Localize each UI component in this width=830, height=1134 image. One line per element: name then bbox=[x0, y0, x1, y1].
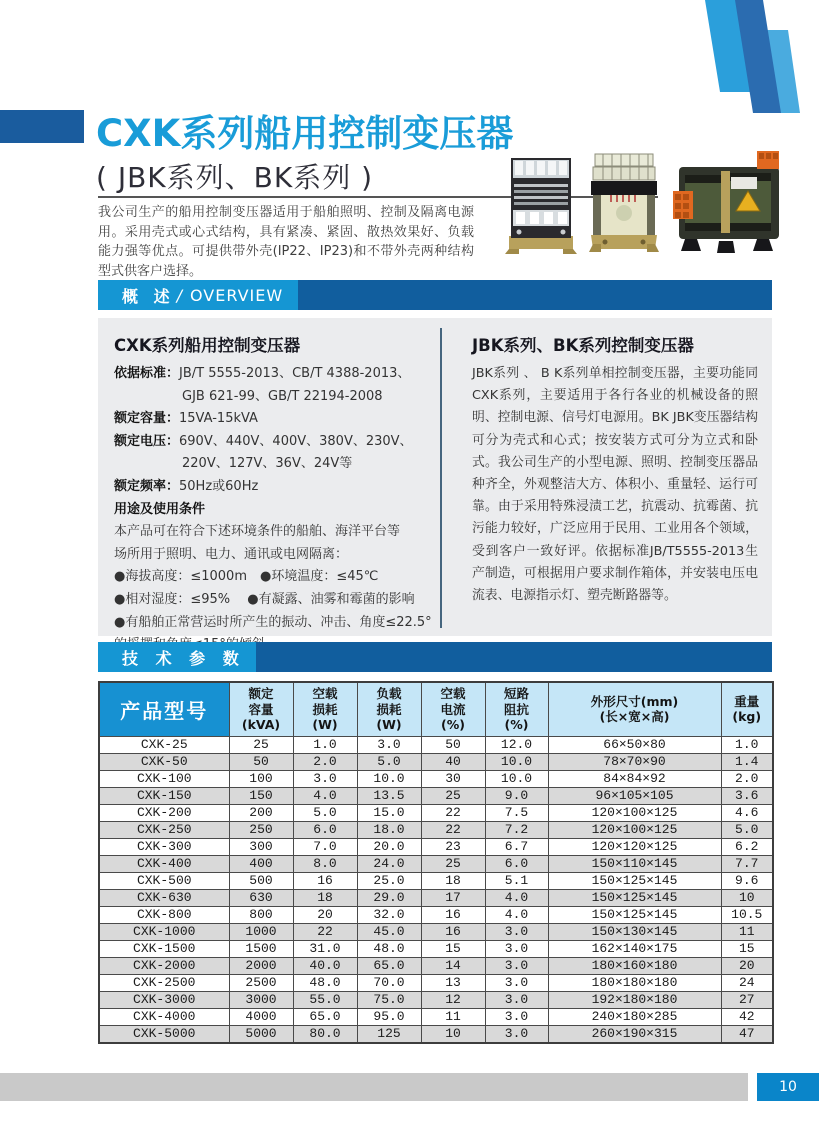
table-cell: 4000 bbox=[229, 1008, 293, 1025]
table-cell: 7.5 bbox=[485, 804, 548, 821]
table-row bbox=[99, 906, 773, 923]
overview-right-column bbox=[472, 330, 758, 607]
spec-line-text: 本产品可在符合下述环境条件的船舶、海洋平台等 bbox=[114, 524, 401, 540]
product-photos bbox=[505, 144, 795, 254]
table-cell: 66×50×80 bbox=[548, 736, 721, 753]
overview-left-spec-lines bbox=[114, 363, 440, 657]
table-cell: CXK-150 bbox=[99, 787, 229, 804]
table-cell: 13 bbox=[421, 974, 485, 991]
table-cell: 10 bbox=[721, 889, 773, 906]
table-cell: 200 bbox=[229, 804, 293, 821]
table-cell: 4.6 bbox=[721, 804, 773, 821]
table-row bbox=[99, 1025, 773, 1043]
table-cell: 75.0 bbox=[357, 991, 421, 1008]
table-cell: 65.0 bbox=[293, 1008, 357, 1025]
tech-bar-label: 技 术 参 数 bbox=[98, 642, 256, 672]
corner-slash-decoration-icon bbox=[640, 0, 810, 120]
table-row bbox=[99, 974, 773, 991]
table-header-cell: 外形尺寸(mm) (长×宽×高) bbox=[548, 682, 721, 736]
table-cell: 3.0 bbox=[357, 736, 421, 753]
table-cell: 10 bbox=[421, 1025, 485, 1043]
spec-table bbox=[98, 681, 774, 1044]
table-cell: 125 bbox=[357, 1025, 421, 1043]
table-cell: 9.6 bbox=[721, 872, 773, 889]
spec-line-text: ●有船舶正常营运时所产生的振动、冲击、角度≤22.5° bbox=[114, 614, 432, 630]
table-cell: 3.0 bbox=[485, 991, 548, 1008]
spec-line-label: 额定电压： bbox=[114, 433, 180, 449]
table-cell: 10.5 bbox=[721, 906, 773, 923]
table-header-cell: 重量 (kg) bbox=[721, 682, 773, 736]
spec-line-text: ●海拔高度：≤1000m ●环境温度：≤45℃ bbox=[114, 569, 379, 585]
table-cell: CXK-630 bbox=[99, 889, 229, 906]
table-cell: 5.0 bbox=[357, 753, 421, 770]
table-cell: 500 bbox=[229, 872, 293, 889]
table-cell: 1.0 bbox=[293, 736, 357, 753]
table-cell: 11 bbox=[421, 1008, 485, 1025]
table-row bbox=[99, 838, 773, 855]
spec-line bbox=[114, 431, 440, 454]
column-divider bbox=[440, 328, 442, 628]
overview-right-paragraph: JBK系列 、 B K系列单相控制变压器，主要功能同CXK系列，主要适用于各行各业的机械设备的照明、控制电源、信号灯电源用。BK JBK变压器结构可分为壳式和心式；按安装方式可分为立式和卧式。我公司生产的小型电源、照明、控制变压器品种齐全，外观整洁大方、体积小、重量轻、运行可靠。由于采用特殊浸渍工艺，抗震动、抗霉菌、抗污能力较好，广泛应用于民用、工业用各个领域，受到客户一致好评。依据标准JB/T5555-2013生产制造，可根据用户要求制作箱体，并安装电压电流表、电源指示灯、塑壳断路器等。 bbox=[472, 366, 758, 604]
table-header-row bbox=[99, 682, 773, 736]
spec-line-text: 50Hz或60Hz bbox=[179, 478, 259, 494]
table-cell: 16 bbox=[293, 872, 357, 889]
spec-line-text: GJB 621-99、GB/T 22194-2008 bbox=[182, 388, 383, 404]
table-header-cell: 负载 损耗 (W) bbox=[357, 682, 421, 736]
table-cell: 40.0 bbox=[293, 957, 357, 974]
table-header-cell: 额定 容量 (kVA) bbox=[229, 682, 293, 736]
table-cell: CXK-1000 bbox=[99, 923, 229, 940]
table-cell: CXK-1500 bbox=[99, 940, 229, 957]
spec-line bbox=[114, 521, 440, 544]
table-cell: 5.1 bbox=[485, 872, 548, 889]
table-cell: 300 bbox=[229, 838, 293, 855]
table-cell: 4.0 bbox=[293, 787, 357, 804]
table-cell: 24.0 bbox=[357, 855, 421, 872]
table-cell: CXK-250 bbox=[99, 821, 229, 838]
table-cell: 30 bbox=[421, 770, 485, 787]
spec-line-text: JB/T 5555-2013、CB/T 4388-2013、 bbox=[179, 366, 411, 381]
transformer-photo-2 bbox=[589, 150, 659, 254]
table-cell: 5000 bbox=[229, 1025, 293, 1043]
section-bar-overview bbox=[98, 280, 772, 310]
table-cell: 48.0 bbox=[293, 974, 357, 991]
table-cell: 800 bbox=[229, 906, 293, 923]
table-cell: CXK-50 bbox=[99, 753, 229, 770]
table-cell: 3.0 bbox=[485, 974, 548, 991]
table-cell: 150×130×145 bbox=[548, 923, 721, 940]
table-cell: CXK-800 bbox=[99, 906, 229, 923]
table-cell: 50 bbox=[421, 736, 485, 753]
table-cell: 16 bbox=[421, 923, 485, 940]
table-cell: 6.0 bbox=[485, 855, 548, 872]
spec-line bbox=[114, 408, 440, 431]
table-cell: 13.5 bbox=[357, 787, 421, 804]
table-cell: 25.0 bbox=[357, 872, 421, 889]
table-cell: 11 bbox=[721, 923, 773, 940]
table-cell: 120×100×125 bbox=[548, 821, 721, 838]
table-cell: 180×160×180 bbox=[548, 957, 721, 974]
table-cell: 25 bbox=[421, 787, 485, 804]
table-cell: 2.0 bbox=[721, 770, 773, 787]
table-cell: 22 bbox=[293, 923, 357, 940]
spec-line bbox=[114, 363, 440, 386]
table-row bbox=[99, 889, 773, 906]
table-cell: 27 bbox=[721, 991, 773, 1008]
spec-line-text: 220V、127V、36V、24V等 bbox=[182, 456, 353, 472]
table-cell: 1.4 bbox=[721, 753, 773, 770]
table-cell: 4.0 bbox=[485, 889, 548, 906]
table-cell: 25 bbox=[229, 736, 293, 753]
table-cell: CXK-200 bbox=[99, 804, 229, 821]
table-cell: 7.7 bbox=[721, 855, 773, 872]
table-header-model: 产品型号 bbox=[99, 682, 229, 736]
table-row bbox=[99, 1008, 773, 1025]
table-cell: 9.0 bbox=[485, 787, 548, 804]
spec-line bbox=[114, 612, 440, 635]
table-cell: 3.0 bbox=[485, 1025, 548, 1043]
table-row bbox=[99, 804, 773, 821]
table-cell: 25 bbox=[421, 855, 485, 872]
table-cell: 150×125×145 bbox=[548, 872, 721, 889]
overview-bar-label bbox=[98, 280, 298, 310]
table-cell: 7.0 bbox=[293, 838, 357, 855]
intro-paragraph: 我公司生产的船用控制变压器适用于船舶照明、控制及隔离电源用。采用壳式或心式结构，具有紧凑、紧固、散热效果好、负载能力强等优点。可提供带外壳(IP22、IP23)和不带外壳两种结构型式供客户选择。 bbox=[98, 205, 474, 279]
table-cell: 40 bbox=[421, 753, 485, 770]
table-cell: 45.0 bbox=[357, 923, 421, 940]
table-cell: 1000 bbox=[229, 923, 293, 940]
spec-line-text: 690V、440V、400V、380V、230V、 bbox=[179, 433, 413, 449]
table-cell: 400 bbox=[229, 855, 293, 872]
table-header-cell: 短路 阻抗 (%) bbox=[485, 682, 548, 736]
table-cell: 3000 bbox=[229, 991, 293, 1008]
table-cell: 2000 bbox=[229, 957, 293, 974]
table-cell: 3.6 bbox=[721, 787, 773, 804]
table-cell: 6.0 bbox=[293, 821, 357, 838]
spec-line bbox=[114, 476, 440, 499]
spec-line bbox=[114, 453, 440, 476]
table-cell: 10.0 bbox=[357, 770, 421, 787]
table-cell: 15 bbox=[721, 940, 773, 957]
spec-line bbox=[114, 386, 440, 409]
table-cell: 18 bbox=[293, 889, 357, 906]
table-cell: 120×100×125 bbox=[548, 804, 721, 821]
table-cell: 260×190×315 bbox=[548, 1025, 721, 1043]
table-cell: 3.0 bbox=[485, 1008, 548, 1025]
spec-line-text: 15VA-15kVA bbox=[179, 411, 258, 427]
table-header-cell: 空载 电流 (%) bbox=[421, 682, 485, 736]
table-cell: CXK-3000 bbox=[99, 991, 229, 1008]
table-cell: 2500 bbox=[229, 974, 293, 991]
table-cell: 192×180×180 bbox=[548, 991, 721, 1008]
table-cell: 10.0 bbox=[485, 753, 548, 770]
table-cell: 18 bbox=[421, 872, 485, 889]
table-cell: CXK-300 bbox=[99, 838, 229, 855]
table-cell: 150 bbox=[229, 787, 293, 804]
spec-line bbox=[114, 544, 440, 567]
spec-line-label: 用途及使用条件 bbox=[114, 501, 206, 517]
table-cell: CXK-5000 bbox=[99, 1025, 229, 1043]
footer-bar bbox=[0, 1073, 748, 1101]
table-cell: 22 bbox=[421, 804, 485, 821]
table-cell: 120×120×125 bbox=[548, 838, 721, 855]
table-cell: 1500 bbox=[229, 940, 293, 957]
table-cell: 3.0 bbox=[485, 923, 548, 940]
table-row bbox=[99, 940, 773, 957]
table-cell: CXK-2500 bbox=[99, 974, 229, 991]
transformer-photo-1 bbox=[505, 150, 577, 254]
spec-line-label: 额定容量： bbox=[114, 411, 180, 427]
table-cell: 47 bbox=[721, 1025, 773, 1043]
table-cell: CXK-500 bbox=[99, 872, 229, 889]
overview-label-slash: / bbox=[176, 285, 182, 305]
table-cell: 84×84×92 bbox=[548, 770, 721, 787]
table-cell: 100 bbox=[229, 770, 293, 787]
table-cell: 6.2 bbox=[721, 838, 773, 855]
table-cell: 20.0 bbox=[357, 838, 421, 855]
table-cell: 15.0 bbox=[357, 804, 421, 821]
table-cell: 150×125×145 bbox=[548, 889, 721, 906]
table-row bbox=[99, 753, 773, 770]
table-cell: 78×70×90 bbox=[548, 753, 721, 770]
table-cell: 6.7 bbox=[485, 838, 548, 855]
table-cell: CXK-400 bbox=[99, 855, 229, 872]
table-cell: 3.0 bbox=[485, 957, 548, 974]
table-cell: 5.0 bbox=[293, 804, 357, 821]
table-cell: CXK-25 bbox=[99, 736, 229, 753]
table-row bbox=[99, 923, 773, 940]
table-cell: 17 bbox=[421, 889, 485, 906]
table-row bbox=[99, 736, 773, 753]
table-cell: 20 bbox=[721, 957, 773, 974]
table-cell: 65.0 bbox=[357, 957, 421, 974]
table-cell: 95.0 bbox=[357, 1008, 421, 1025]
table-cell: 250 bbox=[229, 821, 293, 838]
table-cell: 12.0 bbox=[485, 736, 548, 753]
table-row bbox=[99, 991, 773, 1008]
overview-label-zh: 概 述 bbox=[122, 286, 175, 306]
table-cell: 2.0 bbox=[293, 753, 357, 770]
transformer-photo-3 bbox=[671, 147, 786, 254]
spec-line-text: ●相对湿度：≤95% ●有凝露、油雾和霉菌的影响 bbox=[114, 591, 415, 607]
overview-right-heading: JBK系列、BK系列控制变压器 bbox=[472, 336, 694, 355]
overview-panel bbox=[98, 318, 772, 636]
table-cell: 15 bbox=[421, 940, 485, 957]
table-cell: 10.0 bbox=[485, 770, 548, 787]
table-row bbox=[99, 855, 773, 872]
spec-line-label: 依据标准： bbox=[114, 366, 180, 381]
table-cell: 5.0 bbox=[721, 821, 773, 838]
table-cell: 4.0 bbox=[485, 906, 548, 923]
page-subtitle: ( JBK系列、BK系列 ) bbox=[96, 161, 374, 194]
table-cell: 7.2 bbox=[485, 821, 548, 838]
table-cell: 42 bbox=[721, 1008, 773, 1025]
table-row bbox=[99, 770, 773, 787]
table-cell: 3.0 bbox=[485, 940, 548, 957]
overview-left-heading: CXK系列船用控制变压器 bbox=[114, 336, 301, 355]
spec-line-text: 场所用于照明、电力、通讯或电网隔离： bbox=[114, 546, 349, 562]
table-cell: CXK-2000 bbox=[99, 957, 229, 974]
table-cell: 8.0 bbox=[293, 855, 357, 872]
table-row bbox=[99, 957, 773, 974]
table-cell: 18.0 bbox=[357, 821, 421, 838]
table-row bbox=[99, 821, 773, 838]
table-cell: 55.0 bbox=[293, 991, 357, 1008]
table-cell: 23 bbox=[421, 838, 485, 855]
overview-label-en: OVERVIEW bbox=[189, 285, 284, 305]
spec-line bbox=[114, 589, 440, 612]
table-cell: 150×110×145 bbox=[548, 855, 721, 872]
table-header-cell: 空载 损耗 (W) bbox=[293, 682, 357, 736]
table-cell: 50 bbox=[229, 753, 293, 770]
page-number: 10 bbox=[779, 1079, 797, 1095]
table-cell: 240×180×285 bbox=[548, 1008, 721, 1025]
table-cell: CXK-4000 bbox=[99, 1008, 229, 1025]
table-cell: 32.0 bbox=[357, 906, 421, 923]
table-cell: 16 bbox=[421, 906, 485, 923]
section-bar-tech bbox=[98, 642, 772, 672]
overview-left-column bbox=[114, 330, 440, 657]
table-cell: 20 bbox=[293, 906, 357, 923]
table-cell: 29.0 bbox=[357, 889, 421, 906]
table-cell: 70.0 bbox=[357, 974, 421, 991]
table-cell: 14 bbox=[421, 957, 485, 974]
table-cell: 162×140×175 bbox=[548, 940, 721, 957]
page-number-badge bbox=[757, 1073, 819, 1101]
spec-line bbox=[114, 499, 440, 522]
table-cell: 180×180×180 bbox=[548, 974, 721, 991]
table-cell: 48.0 bbox=[357, 940, 421, 957]
table-cell: 3.0 bbox=[293, 770, 357, 787]
table-cell: 31.0 bbox=[293, 940, 357, 957]
table-cell: 22 bbox=[421, 821, 485, 838]
table-cell: 24 bbox=[721, 974, 773, 991]
title-accent-bar bbox=[0, 110, 84, 143]
table-cell: 96×105×105 bbox=[548, 787, 721, 804]
table-row bbox=[99, 787, 773, 804]
table-cell: 80.0 bbox=[293, 1025, 357, 1043]
table-cell: 12 bbox=[421, 991, 485, 1008]
spec-line-label: 额定频率： bbox=[114, 478, 180, 494]
table-cell: 150×125×145 bbox=[548, 906, 721, 923]
table-row bbox=[99, 872, 773, 889]
table-cell: 630 bbox=[229, 889, 293, 906]
spec-line bbox=[114, 566, 440, 589]
page-title: CXK系列船用控制变压器 bbox=[96, 112, 514, 155]
table-cell: CXK-100 bbox=[99, 770, 229, 787]
table-cell: 1.0 bbox=[721, 736, 773, 753]
